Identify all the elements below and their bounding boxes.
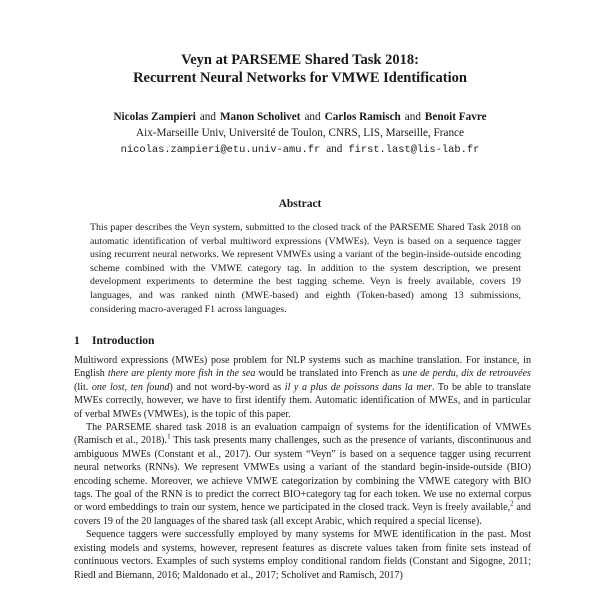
email-address: first.last@lis-lab.fr (348, 144, 480, 156)
author-separator: and (304, 111, 321, 123)
abstract-text: This paper describes the Veyn system, submitted to the closed track of the PARSEME Shared Task 2018 on automatic identification of verbal multiword expressions (VMWEs). Veyn is based on a sequence tagger using recurrent neural networks. We represent VMWEs using a variant of the begin-inside-outside encoding scheme combined with the VMWE category tag. In addition to the system description, we present development experiments to determine the best tagging scheme. Veyn is freely available, covers 19 languages, and was ranked ninth (MWE-based) and eighth (Token-based) among 13 submissions, considering macro-averaged F1 across languages. (90, 222, 521, 315)
author-name: Manon Scholivet (219, 111, 301, 123)
email-separator: and (326, 143, 343, 155)
example-phrase: there are plenty more fish in the sea (107, 368, 256, 380)
footnote-marker: 2 (510, 500, 514, 509)
paper-title-line-1: Veyn at PARSEME Shared Task 2018: (181, 52, 419, 68)
section-body (74, 354, 531, 582)
text-run: (lit. (74, 381, 92, 393)
author-name: Carlos Ramisch (324, 111, 401, 123)
author-affiliation: Aix-Marseille Univ, Université de Toulon, CNRS, LIS, Marseille, France (136, 127, 464, 139)
text-run: and covers 19 of the 20 languages of the shared task (all except Arabic, which required a special license). (74, 502, 531, 527)
author-separator: and (199, 111, 216, 123)
example-phrase: une de perdu, dix de retrouvées (402, 368, 531, 380)
example-phrase: one lost, ten found (91, 381, 170, 393)
text-run: The PARSEME shared task 2018 is an evaluation campaign of systems for the identification of VMWEs (Ramisch et al., 2018). (74, 422, 531, 447)
author-emails (0, 142, 600, 158)
author-name: Nicolas Zampieri (113, 111, 196, 123)
section-number: 1 (74, 335, 80, 347)
section-heading (74, 334, 154, 349)
paper-title-line-2: Recurrent Neural Networks for VMWE Identification (133, 70, 467, 86)
author-list (0, 110, 600, 125)
text-run: ) and not word-by-word as (169, 381, 285, 393)
paragraph (74, 421, 531, 528)
example-phrase: il y a plus de poissons dans la mer (284, 381, 433, 393)
author-separator: and (404, 111, 421, 123)
text-run: This task presents many challenges, such as the presence of variants, discontinuous and ambiguous MWEs (Constant et al., 2017). Our system “Veyn” is based on a sequence tagger using recurrent neural networks (RNNs). We represent VMWEs using a variant of the standard begin-inside-outside (BIO) encoding scheme. Moreover, we achieve VMWE categorization by combining the VMWE category with BIO tags. The goal of the RNN is to predict the correct BIO+category tag for each token. We use no external corpus or word embeddings to train our system, hence we participated in the closed track. Veyn is freely available, (74, 435, 531, 514)
abstract-heading: Abstract (278, 198, 322, 210)
paragraph: Sequence taggers were successfully employed by many systems for MWE identification in the past. Most existing models and systems, however, represent features as discrete values taken from finite sets instead of continuous vectors. Examples of such systems employ conditional random fields (Constant and Sigogne, 2011; Riedl and Biemann, 2016; Maldonado et al., 2017; Scholivet and Ramisch, 2017) (74, 529, 531, 581)
email-address: nicolas.zampieri@etu.univ-amu.fr (120, 144, 321, 156)
footnote-marker: 1 (167, 433, 171, 442)
text-run: would be translated into French as (255, 368, 403, 380)
section-title: Introduction (92, 335, 155, 347)
author-name: Benoit Favre (424, 111, 487, 123)
text-run: Multiword expressions (MWEs) pose problem for NLP systems such as machine translation. For instance, in English (74, 355, 531, 380)
text-run: . To be able to translate MWEs correctly, however, we have to first identify them. Automatic identification of MWEs, and in particular of verbal MWEs (VMWEs), is the topic of this paper. (74, 381, 531, 420)
paragraph (74, 354, 531, 421)
